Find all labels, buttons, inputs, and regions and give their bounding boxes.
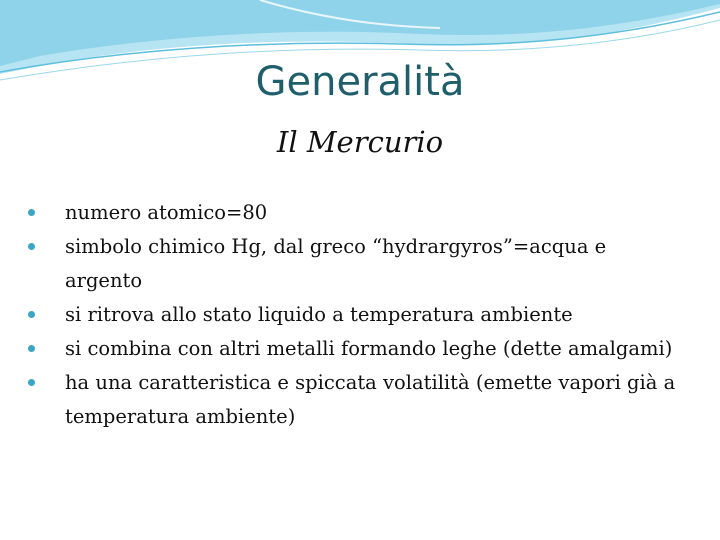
bullet-item [28, 332, 688, 366]
bullet-dot-icon [28, 379, 35, 386]
bullet-item [28, 366, 688, 434]
bullet-dot-icon [28, 209, 35, 216]
bullet-text: numero atomico=80 [65, 201, 268, 224]
bullet-item [28, 196, 688, 230]
bullet-text: si combina con altri metalli formando leghe (dette amalgami) [65, 337, 673, 360]
bullet-item [28, 298, 688, 332]
slide-subtitle: Il Mercurio [276, 125, 444, 159]
bullet-text: simbolo chimico Hg, dal greco “hydrargyros”=acqua e argento [65, 235, 607, 292]
bullet-dot-icon [28, 243, 35, 250]
bullet-item [28, 230, 688, 298]
slide-title: Generalità [255, 59, 465, 105]
bullet-text: ha una caratteristica e spiccata volatilità (emette vapori già a temperatura ambiente) [65, 371, 676, 428]
bullet-text: si ritrova allo stato liquido a temperatura ambiente [65, 303, 573, 326]
bullet-dot-icon [28, 311, 35, 318]
bullet-dot-icon [28, 345, 35, 352]
bullet-list [28, 196, 688, 434]
